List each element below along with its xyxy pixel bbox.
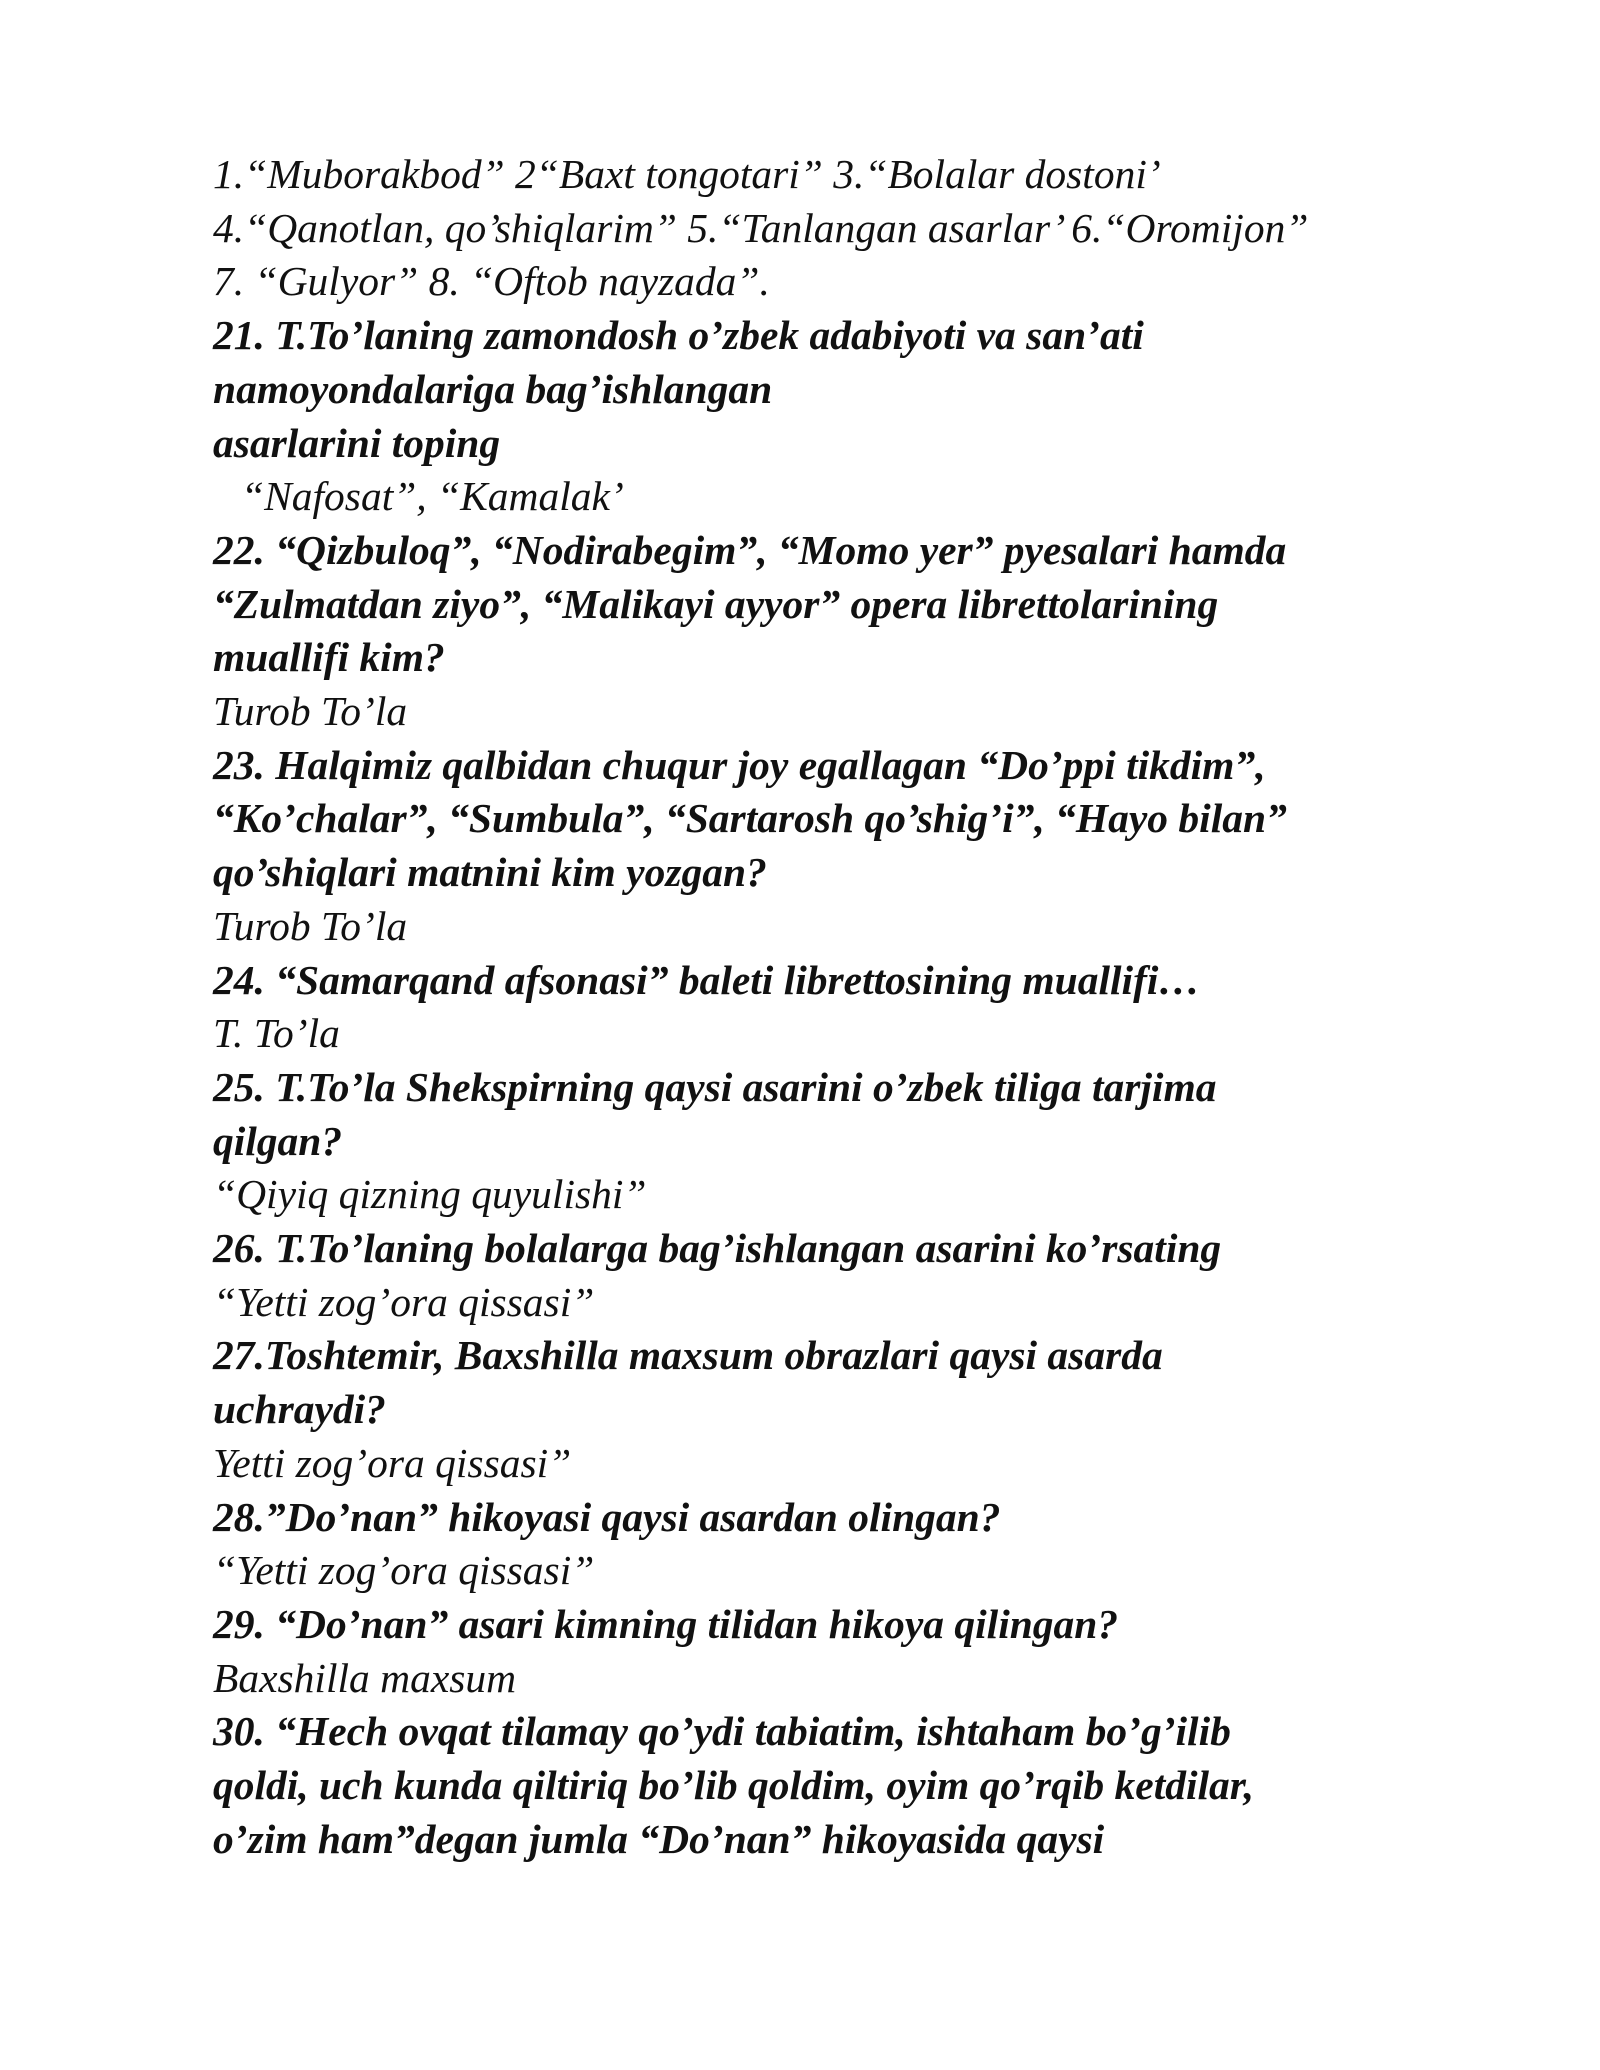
answer-line: 1.“Muborakbod” 2“Baxt tongotari” 3.“Bolalar dostoni’: [213, 151, 1161, 197]
question-line: 23. Halqimiz qalbidan chuqur joy egallagan “Do’ppi tikdim”,: [213, 741, 1266, 788]
question-line: qo’shiqlari matnini kim yozgan?: [213, 849, 767, 896]
question-line: 30. “Hech ovqat tilamay qo’ydi tabiatim, ishtaham bo’g’ilib: [213, 1708, 1231, 1755]
question-line: 24. “Samarqand afsonasi” baleti librettosining muallifi…: [213, 956, 1200, 1003]
question-line: “Ko’chalar”, “Sumbula”, “Sartarosh qo’shig’i”, “Hayo bilan”: [213, 795, 1287, 842]
answer-line: 7. “Gulyor” 8. “Oftob nayzada”.: [213, 258, 770, 305]
question-line: 27.Toshtemir, Baxshilla maxsum obrazlari qaysi asarda: [213, 1332, 1163, 1379]
document-page: [213, 148, 1513, 1867]
question-line: o’zim ham”degan jumla “Do’nan” hikoyasida qaysi: [213, 1815, 1105, 1862]
answer-line: “Yetti zog’ora qissasi”: [213, 1278, 595, 1325]
question-line: asarlarini toping: [213, 419, 501, 466]
question-line: 28.”Do’nan” hikoyasi qaysi asardan olingan?: [213, 1493, 1001, 1540]
answer-line: Yetti zog’ora qissasi”: [213, 1439, 572, 1486]
answer-line: Turob To’la: [213, 902, 408, 949]
answer-line: T. To’la: [213, 1010, 340, 1057]
answer-line: Baxshilla maxsum: [213, 1654, 517, 1701]
question-line: muallifi kim?: [213, 634, 445, 681]
answer-line: “Yetti zog’ora qissasi”: [213, 1547, 595, 1594]
question-line: namoyondalariga bag’ishlangan: [213, 365, 773, 412]
question-line: qilgan?: [213, 1117, 343, 1164]
question-line: uchraydi?: [213, 1386, 386, 1433]
question-line: 29. “Do’nan” asari kimning tilidan hikoya qilingan?: [213, 1600, 1119, 1647]
question-line: 26. T.To’laning bolalarga bag’ishlangan asarini ko’rsating: [213, 1225, 1222, 1272]
question-line: 21. T.To’laning zamondosh o’zbek adabiyoti va san’ati: [213, 312, 1144, 359]
question-line: qoldi, uch kunda qiltiriq bo’lib qoldim, oyim qo’rqib ketdilar,: [213, 1762, 1255, 1809]
answer-line: “Nafosat”, “Kamalak’: [241, 473, 624, 520]
question-line: “Zulmatdan ziyo”, “Malikayi ayyor” opera librettolarining: [213, 580, 1219, 627]
answer-line: “Qiyiq qizning quyulishi”: [213, 1171, 647, 1218]
answer-line: 4.“Qanotlan, qo’shiqlarim” 5.“Tanlangan asarlar’ 6.“Oromijon”: [213, 204, 1309, 251]
question-line: 25. T.To’la Shekspirning qaysi asarini o’zbek tiliga tarjima: [213, 1063, 1217, 1110]
answer-line: Turob To’la: [213, 688, 408, 735]
question-line: 22. “Qizbuloq”, “Nodirabegim”, “Momo yer” pyesalari hamda: [213, 526, 1287, 573]
